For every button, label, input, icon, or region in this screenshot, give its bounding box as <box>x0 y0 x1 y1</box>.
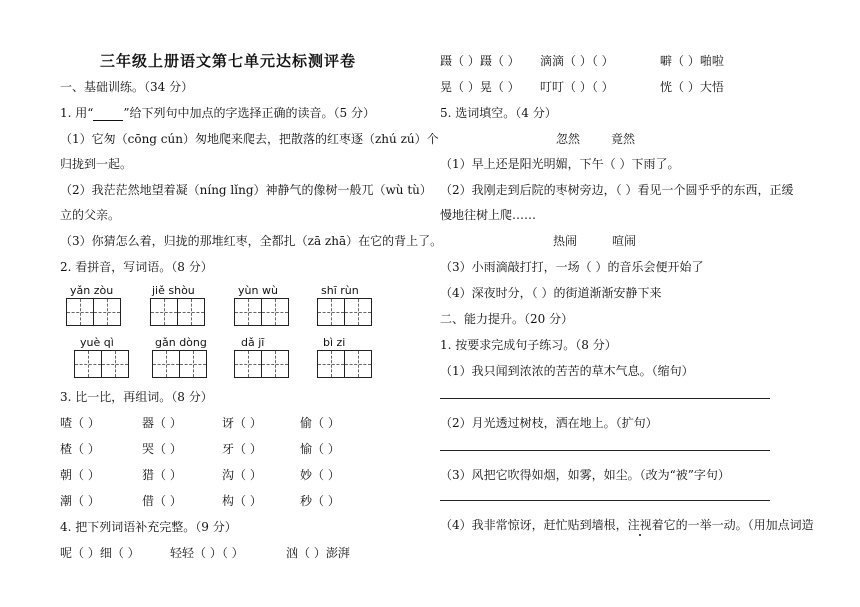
compare-cell: 沟（ ） <box>222 468 262 482</box>
pinyin-label: yuè qì <box>80 336 114 349</box>
answer-line[interactable] <box>440 450 770 451</box>
q6-item-4-post: 着它的一举一动。（用加点词造 <box>651 518 814 532</box>
q1-text-pre: 1. 用“ <box>60 106 94 120</box>
word-choice: 竟然 <box>611 132 636 146</box>
writing-box[interactable] <box>234 350 262 378</box>
writing-box[interactable] <box>261 298 289 326</box>
q1-item-1-line2: 归拢到一起。 <box>60 157 133 171</box>
writing-box[interactable] <box>317 298 345 326</box>
writing-box[interactable] <box>317 350 345 378</box>
question-6: 1. 按要求完成句子练习。（8 分） <box>440 338 617 352</box>
writing-box[interactable] <box>179 350 207 378</box>
q1-text-post: ”给下列句中加点的字选择正确的读音。（5 分） <box>123 106 375 120</box>
question-2: 2. 看拼音，写词语。（8 分） <box>60 260 213 274</box>
writing-box[interactable] <box>234 298 262 326</box>
writing-box[interactable] <box>344 298 372 326</box>
writing-box[interactable] <box>150 298 178 326</box>
q6-item-4-pre: （4）我非常惊讶，赶忙贴到墙根， <box>440 518 628 532</box>
compare-cell: 楂（ ） <box>60 442 100 456</box>
q5-item-4: （4）深夜时分，（ ）的街道渐渐安静下来 <box>440 286 662 300</box>
pinyin-label: yǎn zòu <box>70 284 114 297</box>
answer-line[interactable] <box>440 500 770 501</box>
q5-item-2-line2: 慢地往树上爬…… <box>440 208 537 222</box>
question-1 <box>60 104 375 121</box>
compare-cell: 器（ ） <box>142 416 182 430</box>
fill-word: 叮叮（ ）（ ） <box>540 80 614 94</box>
question-4: 4. 把下列词语补充完整。（9 分） <box>60 520 237 534</box>
compare-cell: 喳（ ） <box>60 416 100 430</box>
compare-cell: 偷（ ） <box>300 416 340 430</box>
q5-item-2-line1: （2）我刚走到后院的枣树旁边，（ ）看见一个圆乎乎的东西，正缓 <box>440 183 794 197</box>
dotted-word: 注视 <box>627 518 652 532</box>
answer-line[interactable] <box>440 398 770 399</box>
pinyin-label: jiě shòu <box>152 284 195 297</box>
q6-item-4 <box>440 516 814 533</box>
writing-box[interactable] <box>261 350 289 378</box>
q6-item-2: （2）月光透过树枝，洒在地上。（扩句） <box>440 416 658 430</box>
writing-box[interactable] <box>74 350 102 378</box>
compare-cell: 借（ ） <box>142 494 182 508</box>
pinyin-label: yùn wù <box>238 284 278 297</box>
page-title: 三年级上册语文第七单元达标测评卷 <box>100 52 357 70</box>
question-3: 3. 比一比，再组词。（8 分） <box>60 390 213 404</box>
pinyin-label: gǎn dòng <box>155 336 207 349</box>
pinyin-label: bì zi <box>323 336 346 349</box>
q1-blank <box>93 106 123 121</box>
fill-word: 蹑（ ）蹑（ ） <box>440 54 520 68</box>
compare-cell: 潮（ ） <box>60 494 100 508</box>
compare-cell: 讶（ ） <box>222 416 262 430</box>
writing-box[interactable] <box>344 350 372 378</box>
q6-item-1: （1）我只闻到浓浓的苦苦的草木气息。（缩句） <box>440 364 694 378</box>
fill-word: 呢（ ）细（ ） <box>60 546 140 560</box>
q1-item-3: （3）你猜怎么着，归拢的那堆红枣，全都扎（zā zhā）在它的背上了。 <box>60 234 443 248</box>
compare-cell: 妙（ ） <box>300 468 340 482</box>
fill-word: 噼（ ）啪啦 <box>660 54 724 68</box>
fill-word: 轻轻（ ）（ ） <box>170 546 244 560</box>
q1-item-1-line1: （1）它匆（cōng cún）匆地爬来爬去，把散落的红枣逐（zhú zú）个 <box>60 132 439 146</box>
compare-cell: 牙（ ） <box>222 442 262 456</box>
writing-box[interactable] <box>152 350 180 378</box>
section-heading: 二、能力提升。（20 分） <box>440 312 574 326</box>
q6-item-3: （3）风把它吹得如烟，如雾，如尘。（改为“被”字句） <box>440 468 730 482</box>
compare-cell: 秒（ ） <box>300 494 340 508</box>
section-heading: 一、基础训练。（34 分） <box>60 80 194 94</box>
fill-word: 汹（ ）澎湃 <box>286 546 350 560</box>
compare-cell: 愉（ ） <box>300 442 340 456</box>
word-choice: 喧闹 <box>612 234 637 248</box>
writing-box[interactable] <box>93 298 121 326</box>
fill-word: 晃（ ）晃（ ） <box>440 80 520 94</box>
fill-word: 滴滴（ ）（ ） <box>540 54 614 68</box>
question-5: 5. 选词填空。（4 分） <box>440 106 557 120</box>
word-choice: 热闹 <box>553 234 578 248</box>
writing-box[interactable] <box>66 298 94 326</box>
compare-cell: 猎（ ） <box>142 468 182 482</box>
writing-box[interactable] <box>177 298 205 326</box>
compare-cell: 哭（ ） <box>142 442 182 456</box>
word-choice: 忽然 <box>556 132 581 146</box>
writing-box[interactable] <box>101 350 129 378</box>
q5-item-1: （1）早上还是阳光明媚，下午（ ）下雨了。 <box>440 157 680 171</box>
compare-cell: 构（ ） <box>222 494 262 508</box>
pinyin-label: dǎ jī <box>241 336 265 349</box>
compare-cell: 朝（ ） <box>60 468 100 482</box>
fill-word: 恍（ ）大悟 <box>660 80 724 94</box>
pinyin-label: shī rùn <box>321 284 359 297</box>
q1-item-2-line1: （2）我茫茫然地望着凝（níng lǐng）神静气的像树一般兀（wù tù） <box>60 183 432 197</box>
q5-item-3: （3）小雨滴敲打打，一场（ ）的音乐会便开始了 <box>440 260 704 274</box>
q1-item-2-line2: 立的父亲。 <box>60 208 121 222</box>
